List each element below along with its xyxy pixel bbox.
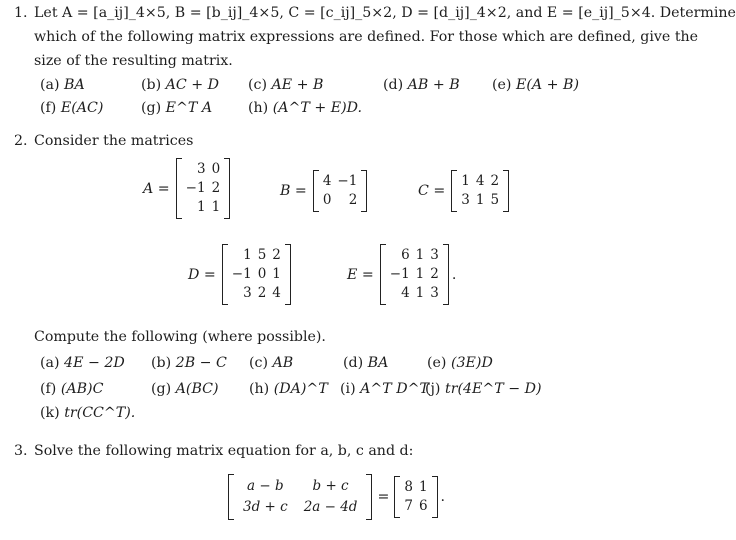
matrix-entry: 2 [490, 173, 500, 189]
matrix-entry: 6 [401, 247, 410, 263]
matrix-c-grid [458, 172, 502, 210]
matrix-entry: −1 [185, 180, 206, 196]
matrix-c-label: C = [418, 183, 446, 199]
matrix-b-label: B = [280, 183, 307, 199]
matrix-entry: 4 [401, 285, 410, 301]
matrix-entry: −1 [337, 173, 358, 189]
matrix-entry: 4 [272, 285, 281, 301]
matrix-a-label: A = [143, 180, 170, 197]
matrix-entry: 2a − 4d [303, 499, 358, 515]
matrix-entry: 0 [322, 192, 332, 208]
matrix-entry: 1 [211, 199, 221, 215]
matrix-entry: 4 [322, 173, 332, 189]
q1-part-c: (c) AE + B [248, 77, 324, 93]
matrix-entry: 1 [415, 285, 425, 301]
matrix-row [183, 198, 224, 217]
q2-intro: Consider the matrices [34, 133, 194, 149]
matrix-row [387, 265, 442, 284]
q2-number: 2. [14, 133, 28, 149]
q1-part-e: (e) E(A + B) [492, 77, 579, 93]
matrix-entry: 5 [257, 247, 267, 263]
matrix-entry: b + c [312, 478, 349, 494]
matrix-entry: 0 [257, 266, 267, 282]
matrix-entry: 6 [418, 498, 428, 514]
matrix-entry: 1 [415, 266, 425, 282]
q2-part-k: (k) tr(CC^T). [40, 405, 136, 421]
matrix-entry: 2 [430, 266, 439, 282]
q2-compute-intro: Compute the following (where possible). [34, 329, 326, 345]
matrix-row [401, 497, 430, 516]
matrix-row [229, 284, 284, 303]
equation [228, 474, 445, 520]
q2-part-f: (f) (AB)C [40, 381, 104, 397]
matrix-row [183, 160, 224, 179]
q1-line-1: Let A = [a_ij]_4×5, B = [b_ij]_4×5, C = [c_ij]_5×2, D = [d_ij]_4×2, and E = [e_ij]_5×4. Determine [34, 5, 736, 21]
matrix-row [458, 172, 502, 191]
matrix-entry: 1 [461, 173, 470, 189]
matrix-d-grid [229, 246, 284, 303]
q1-line-2: which of the following matrix expressions are defined. For those which are defined, give the [34, 29, 699, 45]
q2-part-c: (c) AB [249, 355, 294, 371]
q1-part-d: (d) AB + B [383, 77, 460, 93]
matrix-entry: 2 [211, 180, 221, 196]
equation-rhs-matrix [401, 478, 430, 516]
matrix-row [235, 476, 365, 497]
matrix-row [387, 246, 442, 265]
matrix-entry: 1 [475, 192, 485, 208]
matrix-a-grid [183, 160, 224, 217]
q1-part-a: (a) BA [40, 77, 85, 93]
matrix-entry: 1 [196, 199, 206, 215]
q1-part-h: (h) (A^T + E)D. [248, 100, 363, 116]
q2-part-j: (j) tr(4E^T − D) [425, 381, 542, 397]
q1-line-3: size of the resulting matrix. [34, 53, 233, 69]
q1-part-g: (g) E^T A [141, 100, 213, 116]
q2-part-d: (d) BA [343, 355, 389, 371]
matrix-d [188, 244, 291, 305]
matrix-entry: 2 [257, 285, 267, 301]
matrix-entry: 2 [348, 192, 358, 208]
matrix-entry: 2 [272, 247, 281, 263]
equation-equals: = [377, 489, 390, 505]
matrix-c [418, 170, 509, 212]
matrix-entry: 1 [243, 247, 252, 263]
matrix-entry: 1 [415, 247, 425, 263]
q3-intro: Solve the following matrix equation for a, b, c and d: [34, 443, 414, 459]
matrix-entry: 3 [243, 285, 252, 301]
matrix-entry: 7 [404, 498, 413, 514]
matrix-entry: 3 [461, 192, 470, 208]
matrix-row [229, 246, 284, 265]
matrix-e-period: . [451, 266, 457, 283]
matrix-entry: 3 [430, 285, 439, 301]
matrix-row [229, 265, 284, 284]
matrix-entry: 4 [475, 173, 485, 189]
matrix-d-label: D = [188, 266, 216, 283]
matrix-entry: 8 [404, 479, 413, 495]
matrix-row [320, 172, 361, 191]
q3-number: 3. [14, 443, 28, 459]
equation-period: . [440, 489, 446, 505]
equation-lhs-matrix [235, 476, 365, 518]
matrix-entry: 5 [490, 192, 500, 208]
matrix-entry: 0 [211, 161, 221, 177]
q2-part-i: (i) A^T D^T [340, 381, 429, 397]
matrix-entry: 1 [418, 479, 428, 495]
matrix-e-label: E = [347, 266, 374, 283]
q2-part-a: (a) 4E − 2D [40, 355, 125, 371]
matrix-entry: a − b [247, 478, 284, 494]
q1-part-b: (b) AC + D [141, 77, 220, 93]
q2-part-g: (g) A(BC) [151, 381, 219, 397]
matrix-entry: 3 [430, 247, 439, 263]
matrix-row [387, 284, 442, 303]
q2-part-e: (e) (3E)D [427, 355, 493, 371]
matrix-entry: 3 [196, 161, 206, 177]
matrix-entry: 3d + c [243, 499, 288, 515]
matrix-b-grid [320, 172, 361, 210]
q2-part-h: (h) (DA)^T [249, 381, 328, 397]
matrix-row [458, 191, 502, 210]
matrix-a [143, 158, 230, 219]
q1-number: 1. [14, 5, 28, 21]
matrix-row [235, 497, 365, 518]
matrix-row [401, 478, 430, 497]
matrix-row [320, 191, 361, 210]
matrix-b [280, 170, 367, 212]
q2-part-b: (b) 2B − C [151, 355, 227, 371]
matrix-e [347, 244, 456, 305]
q1-part-f: (f) E(AC) [40, 100, 104, 116]
matrix-entry: −1 [389, 266, 410, 282]
matrix-entry: 1 [272, 266, 281, 282]
matrix-e-grid [387, 246, 442, 303]
matrix-row [183, 179, 224, 198]
matrix-entry: −1 [231, 266, 252, 282]
